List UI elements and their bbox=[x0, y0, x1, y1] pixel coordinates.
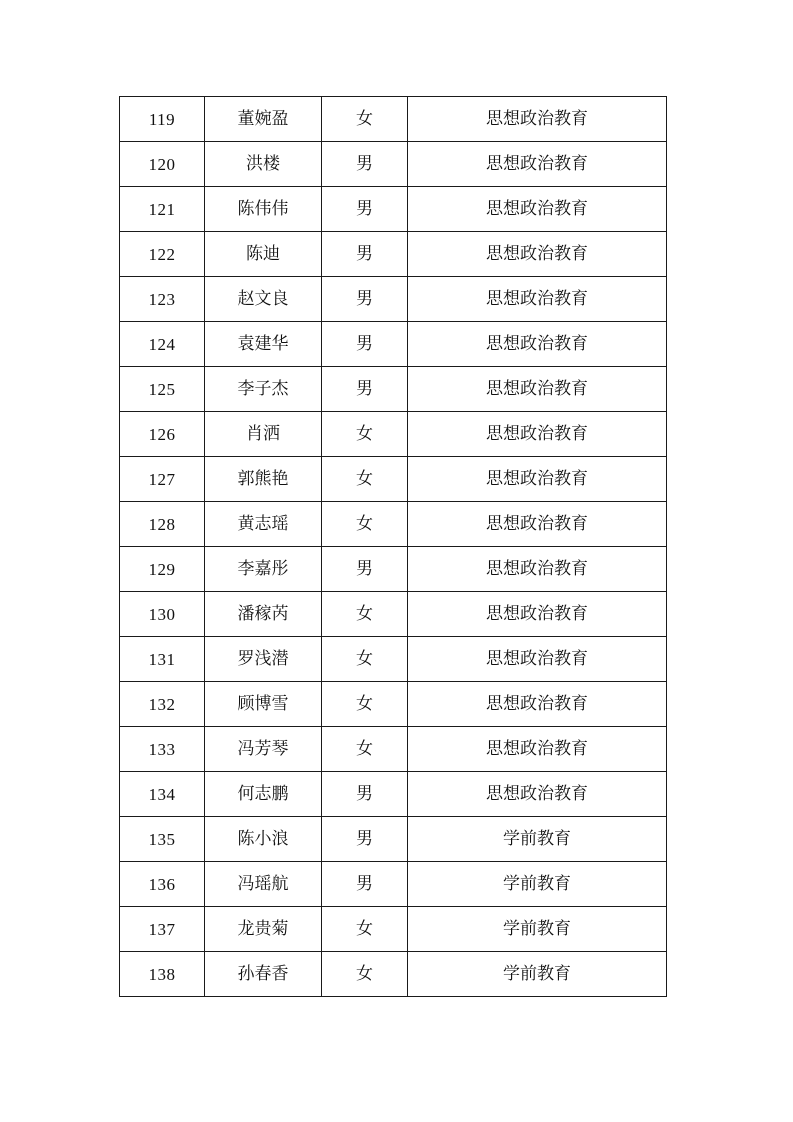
student-name: 洪楼 bbox=[205, 142, 322, 187]
student-name: 冯瑶航 bbox=[205, 862, 322, 907]
student-major: 思想政治教育 bbox=[408, 367, 667, 412]
table-row bbox=[120, 142, 667, 187]
student-gender: 男 bbox=[322, 277, 408, 322]
student-gender: 男 bbox=[322, 322, 408, 367]
student-name: 何志鹏 bbox=[205, 772, 322, 817]
row-number: 127 bbox=[120, 457, 205, 502]
table-row bbox=[120, 502, 667, 547]
student-name: 陈迪 bbox=[205, 232, 322, 277]
student-name: 董婉盈 bbox=[205, 97, 322, 142]
student-name: 黄志瑶 bbox=[205, 502, 322, 547]
student-major: 思想政治教育 bbox=[408, 412, 667, 457]
student-gender: 男 bbox=[322, 772, 408, 817]
table-row bbox=[120, 907, 667, 952]
student-major: 思想政治教育 bbox=[408, 97, 667, 142]
student-major: 思想政治教育 bbox=[408, 682, 667, 727]
row-number: 124 bbox=[120, 322, 205, 367]
student-name: 罗浅潜 bbox=[205, 637, 322, 682]
row-number: 129 bbox=[120, 547, 205, 592]
student-major: 思想政治教育 bbox=[408, 142, 667, 187]
table-row bbox=[120, 637, 667, 682]
student-name: 龙贵菊 bbox=[205, 907, 322, 952]
student-name: 孙春香 bbox=[205, 952, 322, 997]
student-gender: 女 bbox=[322, 637, 408, 682]
table-row bbox=[120, 277, 667, 322]
row-number: 128 bbox=[120, 502, 205, 547]
row-number: 136 bbox=[120, 862, 205, 907]
student-major: 思想政治教育 bbox=[408, 772, 667, 817]
table-row bbox=[120, 187, 667, 232]
table-row bbox=[120, 682, 667, 727]
table-row bbox=[120, 592, 667, 637]
table-row bbox=[120, 772, 667, 817]
row-number: 138 bbox=[120, 952, 205, 997]
roster-body bbox=[120, 97, 667, 997]
student-name: 赵文良 bbox=[205, 277, 322, 322]
student-name: 李子杰 bbox=[205, 367, 322, 412]
row-number: 131 bbox=[120, 637, 205, 682]
student-roster-table bbox=[119, 96, 667, 997]
student-gender: 女 bbox=[322, 412, 408, 457]
student-major: 思想政治教育 bbox=[408, 322, 667, 367]
table-row bbox=[120, 862, 667, 907]
student-major: 学前教育 bbox=[408, 952, 667, 997]
student-major: 思想政治教育 bbox=[408, 592, 667, 637]
student-gender: 男 bbox=[322, 367, 408, 412]
table-row bbox=[120, 457, 667, 502]
student-major: 学前教育 bbox=[408, 862, 667, 907]
student-name: 陈伟伟 bbox=[205, 187, 322, 232]
row-number: 123 bbox=[120, 277, 205, 322]
student-gender: 女 bbox=[322, 727, 408, 772]
student-major: 思想政治教育 bbox=[408, 502, 667, 547]
student-major: 思想政治教育 bbox=[408, 547, 667, 592]
student-name: 潘稼芮 bbox=[205, 592, 322, 637]
student-major: 思想政治教育 bbox=[408, 637, 667, 682]
student-gender: 女 bbox=[322, 952, 408, 997]
student-major: 思想政治教育 bbox=[408, 457, 667, 502]
student-gender: 男 bbox=[322, 547, 408, 592]
student-gender: 女 bbox=[322, 502, 408, 547]
row-number: 132 bbox=[120, 682, 205, 727]
row-number: 126 bbox=[120, 412, 205, 457]
row-number: 130 bbox=[120, 592, 205, 637]
student-major: 思想政治教育 bbox=[408, 727, 667, 772]
student-name: 郭熊艳 bbox=[205, 457, 322, 502]
row-number: 125 bbox=[120, 367, 205, 412]
table-row bbox=[120, 412, 667, 457]
row-number: 135 bbox=[120, 817, 205, 862]
student-major: 思想政治教育 bbox=[408, 277, 667, 322]
student-major: 思想政治教育 bbox=[408, 232, 667, 277]
student-major: 学前教育 bbox=[408, 907, 667, 952]
table-row bbox=[120, 322, 667, 367]
student-gender: 男 bbox=[322, 232, 408, 277]
student-gender: 女 bbox=[322, 592, 408, 637]
student-name: 陈小浪 bbox=[205, 817, 322, 862]
table-row bbox=[120, 817, 667, 862]
student-gender: 男 bbox=[322, 817, 408, 862]
student-major: 思想政治教育 bbox=[408, 187, 667, 232]
table-row bbox=[120, 367, 667, 412]
student-gender: 男 bbox=[322, 142, 408, 187]
student-name: 冯芳琴 bbox=[205, 727, 322, 772]
table-row bbox=[120, 727, 667, 772]
student-name: 肖洒 bbox=[205, 412, 322, 457]
table-row bbox=[120, 232, 667, 277]
table-row bbox=[120, 97, 667, 142]
student-gender: 女 bbox=[322, 907, 408, 952]
student-name: 顾博雪 bbox=[205, 682, 322, 727]
table-row bbox=[120, 547, 667, 592]
table-row bbox=[120, 952, 667, 997]
row-number: 122 bbox=[120, 232, 205, 277]
student-name: 李嘉彤 bbox=[205, 547, 322, 592]
row-number: 119 bbox=[120, 97, 205, 142]
student-gender: 男 bbox=[322, 187, 408, 232]
student-gender: 女 bbox=[322, 682, 408, 727]
student-name: 袁建华 bbox=[205, 322, 322, 367]
student-major: 学前教育 bbox=[408, 817, 667, 862]
student-gender: 女 bbox=[322, 97, 408, 142]
row-number: 121 bbox=[120, 187, 205, 232]
row-number: 137 bbox=[120, 907, 205, 952]
student-gender: 男 bbox=[322, 862, 408, 907]
row-number: 134 bbox=[120, 772, 205, 817]
student-gender: 女 bbox=[322, 457, 408, 502]
row-number: 120 bbox=[120, 142, 205, 187]
row-number: 133 bbox=[120, 727, 205, 772]
